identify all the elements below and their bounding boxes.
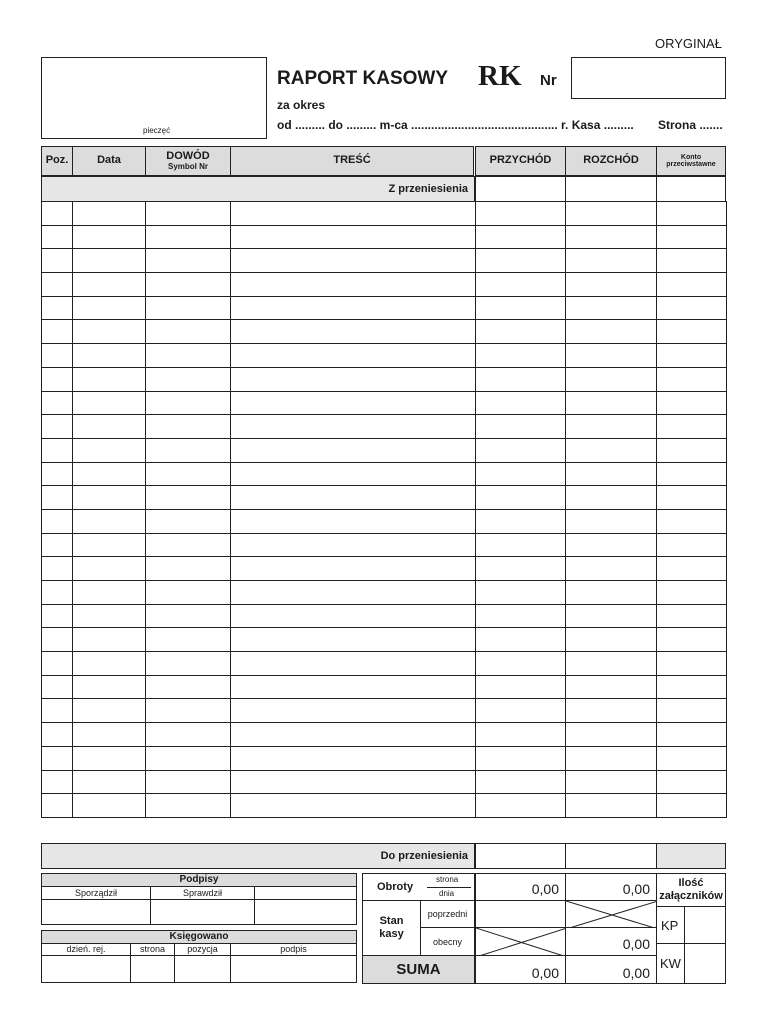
cell-poz[interactable] — [42, 320, 73, 344]
cell-tresc[interactable] — [231, 557, 476, 581]
cell-poz[interactable] — [42, 770, 73, 794]
cell-poz[interactable] — [42, 699, 73, 723]
cell-konto[interactable] — [657, 675, 727, 699]
cell-konto[interactable] — [657, 723, 727, 747]
cell-tresc[interactable] — [231, 273, 476, 297]
cell-data[interactable] — [73, 581, 146, 605]
cell-przychod[interactable] — [476, 581, 566, 605]
table-row — [42, 344, 727, 368]
cell-dowod[interactable] — [146, 344, 231, 368]
cell-konto[interactable] — [657, 533, 727, 557]
cell-przychod[interactable] — [476, 415, 566, 439]
cell-tresc[interactable] — [231, 225, 476, 249]
cell-dowod[interactable] — [146, 770, 231, 794]
obroty-przychod[interactable]: 0,00 — [475, 873, 566, 901]
cell-konto[interactable] — [657, 273, 727, 297]
cell-rozchod[interactable] — [566, 438, 657, 462]
report-number-field[interactable] — [571, 57, 726, 99]
booked-page-field[interactable] — [130, 955, 175, 983]
cell-data[interactable] — [73, 723, 146, 747]
cell-poz[interactable] — [42, 533, 73, 557]
cell-przychod[interactable] — [476, 675, 566, 699]
cell-dowod[interactable] — [146, 438, 231, 462]
cell-rozchod[interactable] — [566, 723, 657, 747]
cell-data[interactable] — [73, 202, 146, 226]
obroty-label-cell: Obroty strona dnia — [362, 873, 475, 901]
col-dowod: DOWÓD Symbol Nr — [145, 146, 231, 176]
suma-przychod[interactable]: 0,00 — [475, 955, 566, 984]
table-row — [42, 438, 727, 462]
table-row — [42, 225, 727, 249]
prepared-by-field[interactable] — [41, 899, 151, 925]
cell-data[interactable] — [73, 225, 146, 249]
cell-dowod[interactable] — [146, 296, 231, 320]
cell-przychod[interactable] — [476, 746, 566, 770]
report-code: RK — [478, 60, 522, 92]
cell-dowod[interactable] — [146, 486, 231, 510]
table-row — [42, 794, 727, 818]
carry-out-przychod[interactable] — [475, 843, 566, 869]
cell-tresc[interactable] — [231, 296, 476, 320]
cell-data[interactable] — [73, 557, 146, 581]
cell-rozchod[interactable] — [566, 652, 657, 676]
cell-konto[interactable] — [657, 794, 727, 818]
cell-przychod[interactable] — [476, 486, 566, 510]
cell-data[interactable] — [73, 652, 146, 676]
cell-dowod[interactable] — [146, 675, 231, 699]
table-row — [42, 557, 727, 581]
table-row — [42, 296, 727, 320]
cell-dowod[interactable] — [146, 746, 231, 770]
cell-poz[interactable] — [42, 509, 73, 533]
cell-poz[interactable] — [42, 794, 73, 818]
cell-konto[interactable] — [657, 249, 727, 273]
checked-by-field[interactable] — [150, 899, 255, 925]
current-przychod-crossed — [475, 927, 566, 956]
cell-data[interactable] — [73, 320, 146, 344]
cell-data[interactable] — [73, 486, 146, 510]
cross-mark-icon — [476, 928, 566, 956]
col-konto: Konto przeciwstawne — [656, 146, 726, 176]
cell-dowod[interactable] — [146, 652, 231, 676]
cell-konto[interactable] — [657, 628, 727, 652]
cell-tresc[interactable] — [231, 675, 476, 699]
previous-rozchod-crossed — [565, 900, 657, 928]
cell-tresc[interactable] — [231, 202, 476, 226]
cell-tresc[interactable] — [231, 415, 476, 439]
attachments-header: Ilość załączników — [656, 873, 726, 907]
cell-rozchod[interactable] — [566, 557, 657, 581]
cell-rozchod[interactable] — [566, 225, 657, 249]
carry-out-konto — [656, 843, 726, 869]
reg-day-field[interactable] — [41, 955, 131, 983]
cell-konto[interactable] — [657, 344, 727, 368]
cell-rozchod[interactable] — [566, 296, 657, 320]
cell-rozchod[interactable] — [566, 391, 657, 415]
cell-rozchod[interactable] — [566, 746, 657, 770]
cell-dowod[interactable] — [146, 604, 231, 628]
cell-dowod[interactable] — [146, 273, 231, 297]
cell-konto[interactable] — [657, 486, 727, 510]
cell-przychod[interactable] — [476, 273, 566, 297]
stamp-box[interactable] — [41, 57, 267, 139]
table-row — [42, 367, 727, 391]
cell-tresc[interactable] — [231, 533, 476, 557]
table-row — [42, 391, 727, 415]
cell-przychod[interactable] — [476, 225, 566, 249]
cell-dowod[interactable] — [146, 415, 231, 439]
cell-konto[interactable] — [657, 415, 727, 439]
cell-dowod[interactable] — [146, 202, 231, 226]
cell-data[interactable] — [73, 344, 146, 368]
table-row — [42, 273, 727, 297]
cell-tresc[interactable] — [231, 462, 476, 486]
cell-poz[interactable] — [42, 723, 73, 747]
cell-rozchod[interactable] — [566, 628, 657, 652]
cell-rozchod[interactable] — [566, 794, 657, 818]
cell-data[interactable] — [73, 628, 146, 652]
cell-data[interactable] — [73, 770, 146, 794]
cell-dowod[interactable] — [146, 509, 231, 533]
cell-dowod[interactable] — [146, 581, 231, 605]
col-data: Data — [72, 146, 146, 176]
cell-poz[interactable] — [42, 249, 73, 273]
cross-mark-icon — [566, 901, 657, 928]
kw-count-field[interactable] — [684, 943, 726, 984]
cell-poz[interactable] — [42, 652, 73, 676]
cell-konto[interactable] — [657, 770, 727, 794]
current-label-cell: obecny — [420, 927, 475, 956]
cell-rozchod[interactable] — [566, 415, 657, 439]
cell-przychod[interactable] — [476, 462, 566, 486]
carry-in-label: Z przeniesienia — [388, 183, 468, 195]
report-title: RAPORT KASOWY — [277, 68, 448, 89]
cell-przychod[interactable] — [476, 249, 566, 273]
cell-tresc[interactable] — [231, 604, 476, 628]
carry-in-row — [41, 176, 475, 202]
report-nr-label: Nr — [540, 72, 557, 89]
checked-by-label-cell: Sprawdził — [150, 886, 255, 900]
cell-dowod[interactable] — [146, 225, 231, 249]
cell-poz[interactable] — [42, 344, 73, 368]
cell-dowod[interactable] — [146, 249, 231, 273]
cell-dowod[interactable] — [146, 699, 231, 723]
booked-signature-label-cell: podpis — [230, 943, 357, 956]
suma-label-cell: SUMA — [362, 955, 475, 984]
cell-konto[interactable] — [657, 296, 727, 320]
cell-poz[interactable] — [42, 604, 73, 628]
cell-przychod[interactable] — [476, 320, 566, 344]
cell-rozchod[interactable] — [566, 202, 657, 226]
stan-kasy-label-cell: Stan kasy — [362, 900, 421, 956]
cell-tresc[interactable] — [231, 367, 476, 391]
previous-przychod[interactable] — [475, 900, 566, 928]
cell-tresc[interactable] — [231, 391, 476, 415]
signatures-header: Podpisy — [41, 873, 357, 887]
cell-rozchod[interactable] — [566, 675, 657, 699]
cell-dowod[interactable] — [146, 462, 231, 486]
cell-tresc[interactable] — [231, 723, 476, 747]
booked-position-label-cell: pozycja — [174, 943, 231, 956]
kp-label-cell: KP — [656, 906, 685, 944]
cell-tresc[interactable] — [231, 652, 476, 676]
period-label: za okres — [277, 98, 326, 112]
cell-rozchod[interactable] — [566, 344, 657, 368]
table-row — [42, 509, 727, 533]
booked-header: Księgowano — [41, 930, 357, 944]
cell-przychod[interactable] — [476, 344, 566, 368]
cell-dowod[interactable] — [146, 367, 231, 391]
cell-konto[interactable] — [657, 581, 727, 605]
table-row — [42, 746, 727, 770]
cell-poz[interactable] — [42, 462, 73, 486]
cell-poz[interactable] — [42, 746, 73, 770]
cell-przychod[interactable] — [476, 391, 566, 415]
cell-dowod[interactable] — [146, 628, 231, 652]
cell-przychod[interactable] — [476, 652, 566, 676]
cell-data[interactable] — [73, 699, 146, 723]
cell-przychod[interactable] — [476, 628, 566, 652]
cell-dowod[interactable] — [146, 391, 231, 415]
table-row — [42, 249, 727, 273]
cell-poz[interactable] — [42, 296, 73, 320]
booked-signature-field[interactable] — [230, 955, 357, 983]
cell-data[interactable] — [73, 746, 146, 770]
cell-tresc[interactable] — [231, 581, 476, 605]
cell-poz[interactable] — [42, 486, 73, 510]
cell-przychod[interactable] — [476, 367, 566, 391]
cell-rozchod[interactable] — [566, 581, 657, 605]
cell-tresc[interactable] — [231, 486, 476, 510]
cell-przychod[interactable] — [476, 438, 566, 462]
table-row — [42, 604, 727, 628]
table-row — [42, 486, 727, 510]
cell-rozchod[interactable] — [566, 367, 657, 391]
table-row — [42, 723, 727, 747]
cell-tresc[interactable] — [231, 699, 476, 723]
table-row — [42, 652, 727, 676]
booked-position-field[interactable] — [174, 955, 231, 983]
cell-przychod[interactable] — [476, 509, 566, 533]
prepared-by-label-cell: Sporządził — [41, 886, 151, 900]
cell-konto[interactable] — [657, 557, 727, 581]
obroty-rozchod[interactable]: 0,00 — [565, 873, 657, 901]
table-row — [42, 699, 727, 723]
cell-data[interactable] — [73, 675, 146, 699]
cell-dowod[interactable] — [146, 794, 231, 818]
stamp-label: pieczęć — [143, 126, 171, 135]
cell-dowod[interactable] — [146, 320, 231, 344]
col-rozchod: ROZCHÓD — [565, 146, 657, 176]
cell-tresc[interactable] — [231, 746, 476, 770]
col-poz: Poz. — [41, 146, 73, 176]
cell-poz[interactable] — [42, 628, 73, 652]
cell-przychod[interactable] — [476, 699, 566, 723]
cell-data[interactable] — [73, 604, 146, 628]
cell-konto[interactable] — [657, 509, 727, 533]
cell-poz[interactable] — [42, 581, 73, 605]
signature-extra-field[interactable] — [254, 899, 357, 925]
cell-przychod[interactable] — [476, 557, 566, 581]
cell-przychod[interactable] — [476, 770, 566, 794]
cell-konto[interactable] — [657, 746, 727, 770]
cell-konto[interactable] — [657, 462, 727, 486]
table-row — [42, 675, 727, 699]
cell-tresc[interactable] — [231, 438, 476, 462]
current-rozchod[interactable]: 0,00 — [565, 927, 657, 956]
previous-label-cell: poprzedni — [420, 900, 475, 928]
cell-rozchod[interactable] — [566, 320, 657, 344]
entries-table — [41, 201, 727, 818]
cell-konto[interactable] — [657, 202, 727, 226]
cell-data[interactable] — [73, 249, 146, 273]
cell-poz[interactable] — [42, 557, 73, 581]
col-przychod: PRZYCHÓD — [475, 146, 566, 176]
cell-tresc[interactable] — [231, 794, 476, 818]
cell-konto[interactable] — [657, 391, 727, 415]
cell-konto[interactable] — [657, 367, 727, 391]
cell-poz[interactable] — [42, 675, 73, 699]
carry-out-label: Do przeniesienia — [380, 850, 468, 862]
booked-page-label-cell: strona — [130, 943, 175, 956]
cell-rozchod[interactable] — [566, 273, 657, 297]
cell-rozchod[interactable] — [566, 509, 657, 533]
carry-out-row — [41, 843, 475, 869]
cell-konto[interactable] — [657, 652, 727, 676]
carry-out-rozchod[interactable] — [565, 843, 657, 869]
cell-tresc[interactable] — [231, 344, 476, 368]
cell-konto[interactable] — [657, 225, 727, 249]
cell-poz[interactable] — [42, 415, 73, 439]
cell-konto[interactable] — [657, 699, 727, 723]
cell-tresc[interactable] — [231, 509, 476, 533]
cell-przychod[interactable] — [476, 296, 566, 320]
cell-przychod[interactable] — [476, 723, 566, 747]
cell-poz[interactable] — [42, 391, 73, 415]
cell-data[interactable] — [73, 438, 146, 462]
cell-data[interactable] — [73, 273, 146, 297]
col-tresc: TREŚĆ — [230, 146, 474, 176]
copy-label: ORYGINAŁ — [655, 36, 722, 51]
cell-rozchod[interactable] — [566, 770, 657, 794]
table-row — [42, 320, 727, 344]
carry-in-konto[interactable] — [656, 176, 726, 202]
cell-przychod[interactable] — [476, 794, 566, 818]
cell-przychod[interactable] — [476, 202, 566, 226]
cell-data[interactable] — [73, 462, 146, 486]
cell-rozchod[interactable] — [566, 249, 657, 273]
cell-data[interactable] — [73, 415, 146, 439]
cell-poz[interactable] — [42, 273, 73, 297]
cell-tresc[interactable] — [231, 628, 476, 652]
kw-label-cell: KW — [656, 943, 685, 984]
table-row — [42, 533, 727, 557]
cell-data[interactable] — [73, 391, 146, 415]
cell-dowod[interactable] — [146, 557, 231, 581]
cell-rozchod[interactable] — [566, 462, 657, 486]
cell-poz[interactable] — [42, 367, 73, 391]
carry-in-przychod[interactable] — [475, 176, 566, 202]
carry-in-rozchod[interactable] — [565, 176, 657, 202]
kp-count-field[interactable] — [684, 906, 726, 944]
cell-dowod[interactable] — [146, 723, 231, 747]
table-row — [42, 202, 727, 226]
cell-rozchod[interactable] — [566, 486, 657, 510]
period-fields: od ......... do ......... m-ca ............................................ r. Kasa ......... — [277, 118, 634, 132]
table-row — [42, 462, 727, 486]
cell-poz[interactable] — [42, 438, 73, 462]
cell-poz[interactable] — [42, 202, 73, 226]
table-row — [42, 581, 727, 605]
cell-tresc[interactable] — [231, 249, 476, 273]
cell-data[interactable] — [73, 367, 146, 391]
signature-extra-label-cell — [254, 886, 357, 900]
cell-konto[interactable] — [657, 604, 727, 628]
cell-tresc[interactable] — [231, 320, 476, 344]
cell-konto[interactable] — [657, 320, 727, 344]
suma-rozchod[interactable]: 0,00 — [565, 955, 657, 984]
reg-day-label-cell: dzień. rej. — [41, 943, 131, 956]
cell-poz[interactable] — [42, 225, 73, 249]
cell-data[interactable] — [73, 509, 146, 533]
cell-dowod[interactable] — [146, 533, 231, 557]
cell-rozchod[interactable] — [566, 699, 657, 723]
cell-data[interactable] — [73, 296, 146, 320]
cell-tresc[interactable] — [231, 770, 476, 794]
table-row — [42, 628, 727, 652]
cell-rozchod[interactable] — [566, 604, 657, 628]
table-row — [42, 415, 727, 439]
cell-przychod[interactable] — [476, 533, 566, 557]
table-row — [42, 770, 727, 794]
cell-data[interactable] — [73, 533, 146, 557]
cell-data[interactable] — [73, 794, 146, 818]
cell-rozchod[interactable] — [566, 533, 657, 557]
cell-konto[interactable] — [657, 438, 727, 462]
cell-przychod[interactable] — [476, 604, 566, 628]
page-number-label: Strona ....... — [658, 118, 723, 132]
